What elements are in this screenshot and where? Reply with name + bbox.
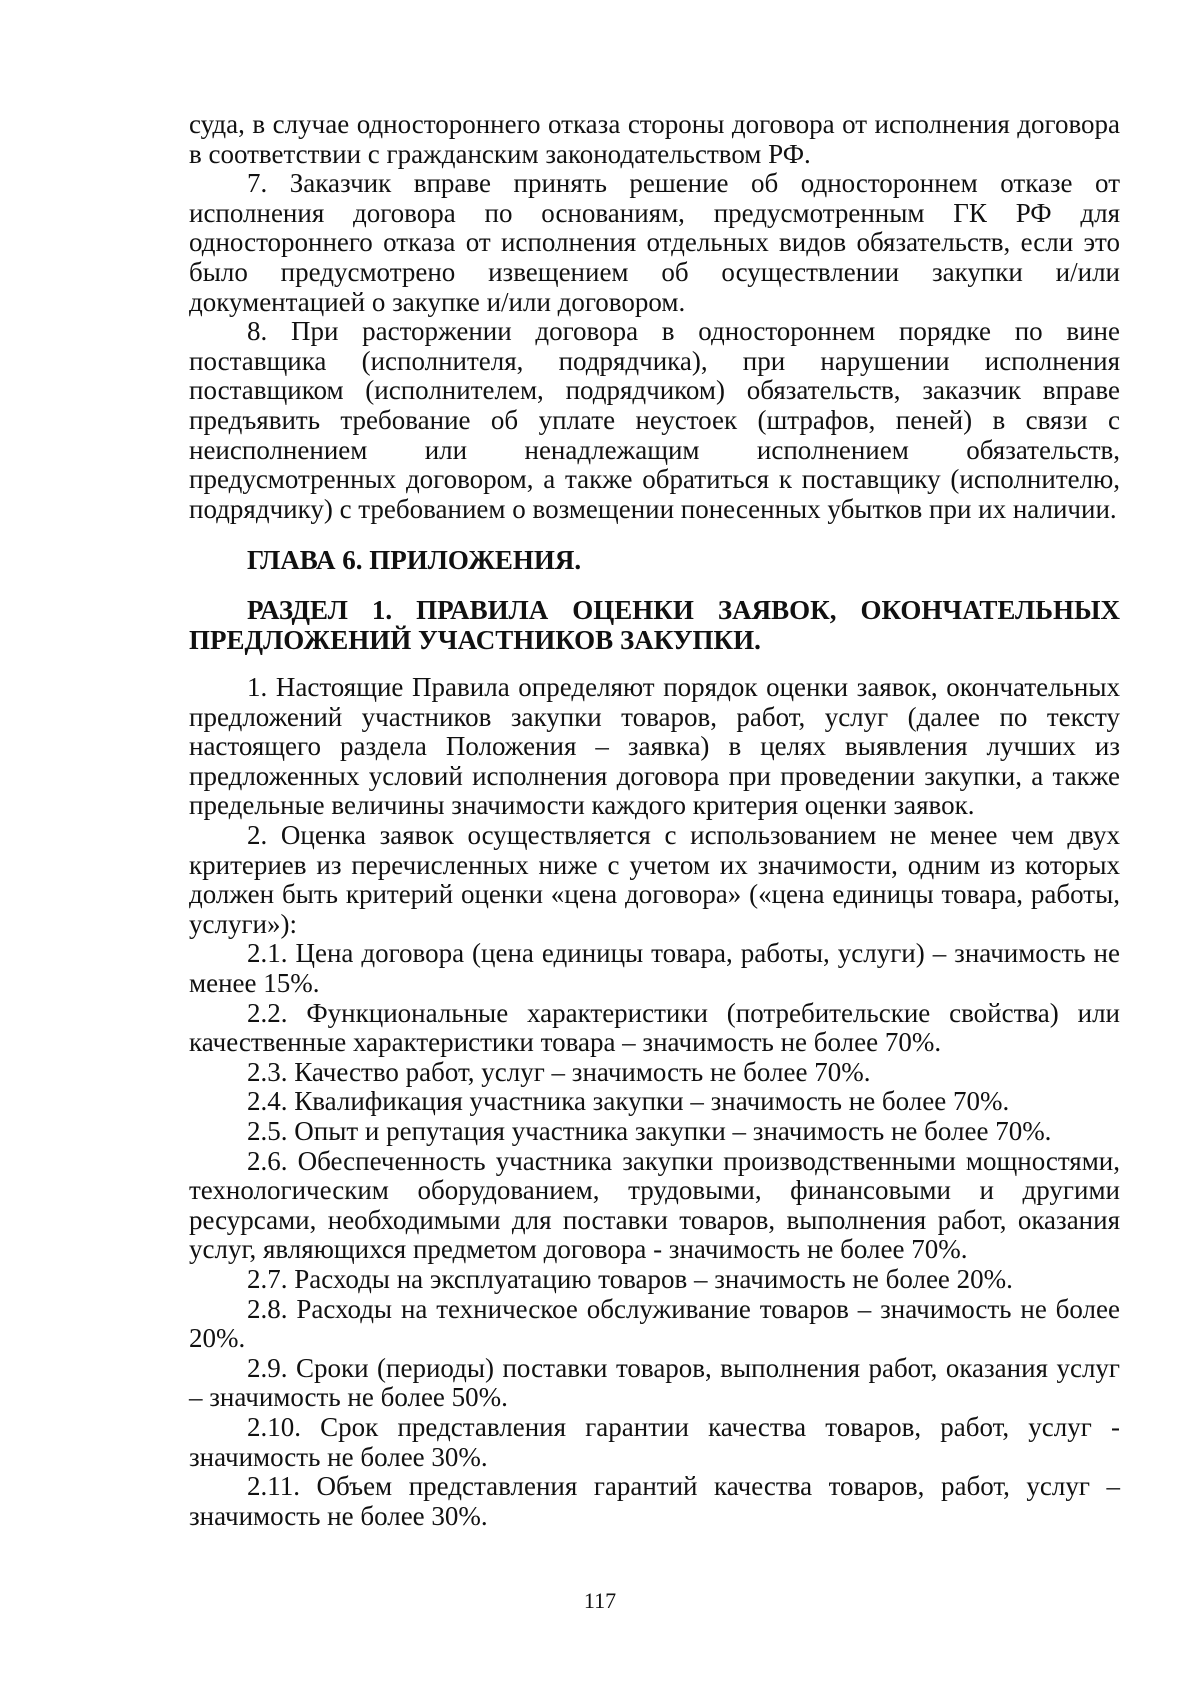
criterion-item: 2.7. Расходы на эксплуатацию товаров – значимость не более 20%.: [247, 1263, 1013, 1294]
criterion-item: 2.10. Срок представления гарантии качества товаров, работ, услуг - значимость не более 30%.: [189, 1411, 1120, 1472]
continuation-paragraph: суда, в случае одностороннего отказа стороны договора от исполнения договора в соответствии с гражданским законодательством РФ.: [189, 109, 1120, 169]
page-number: 117: [583, 1588, 617, 1613]
paragraph-item-8: 8. При расторжении договора в одностороннем порядке по вине поставщика (исполнителя, подрядчика), при нарушении исполнения поставщиком (исполнителем, подрядчиком) обязательств, заказчик вправе предъявить требование об уплате неустоек (штрафов, пеней) в связи с неисполнением или ненадлежащим исполнением обязательств, предусмотренных договором, а также обратиться к поставщику (исполнителю, подрядчику) с требованием о возмещении понесенных убытков при их наличии.: [189, 316, 1120, 524]
document-page: [189, 110, 1120, 1531]
section-heading: РАЗДЕЛ 1. ПРАВИЛА ОЦЕНКИ ЗАЯВОК, ОКОНЧАТЕЛЬНЫХ ПРЕДЛОЖЕНИЙ УЧАСТНИКОВ ЗАКУПКИ.: [189, 594, 1120, 655]
rules-list: [189, 673, 1120, 1531]
criterion-item: 2.5. Опыт и репутация участника закупки – значимость не более 70%.: [247, 1116, 1052, 1146]
criterion-item: 2.9. Сроки (периоды) поставки товаров, выполнения работ, оказания услуг – значимость не более 50%.: [189, 1352, 1120, 1413]
criterion-item: 2.3. Качество работ, услуг – значимость не более 70%.: [247, 1056, 871, 1087]
paragraph-item-7: 7. Заказчик вправе принять решение об одностороннем отказе от исполнения договора по основаниям, предусмотренным ГК РФ для одностороннего отказа от исполнения отдельных видов обязательств, если это было предусмотрено извещением об осуществлении закупки и/или документацией о закупке и/или договором.: [189, 168, 1120, 317]
criterion-item: 2.8. Расходы на техническое обслуживание товаров – значимость не более 20%.: [189, 1293, 1120, 1354]
criterion-item: 2.1. Цена договора (цена единицы товара, работы, услуги) – значимость не менее 15%.: [189, 938, 1120, 999]
criterion-item: 2.4. Квалификация участника закупки – значимость не более 70%.: [247, 1086, 1010, 1117]
chapter-heading: ГЛАВА 6. ПРИЛОЖЕНИЯ.: [247, 545, 582, 576]
criterion-item: 2.11. Объем представления гарантий качества товаров, работ, услуг – значимость не более 30%.: [189, 1471, 1120, 1531]
rules-paragraph: 2. Оценка заявок осуществляется с использованием не менее чем двух критериев из перечисленных ниже с учетом их значимости, одним из которых должен быть критерий оценки «цена договора» («цена единицы товара, работы, услуги»):: [189, 820, 1120, 939]
criterion-item: 2.2. Функциональные характеристики (потребительские свойства) или качественные характеристики товара – значимость не более 70%.: [189, 997, 1120, 1058]
rules-paragraph: 1. Настоящие Правила определяют порядок оценки заявок, окончательных предложений участников закупки товаров, работ, услуг (далее по тексту настоящего раздела Положения – заявка) в целях выявления лучших из предложенных условий исполнения договора при проведении закупки, а также предельные величины значимости каждого критерия оценки заявок.: [189, 672, 1120, 821]
criterion-item: 2.6. Обеспеченность участника закупки производственными мощностями, технологическим оборудованием, трудовыми, финансовыми и другими ресурсами, необходимыми для поставки товаров, выполнения работ, оказания услуг, являющихся предметом договора - значимость не более 70%.: [189, 1145, 1120, 1265]
